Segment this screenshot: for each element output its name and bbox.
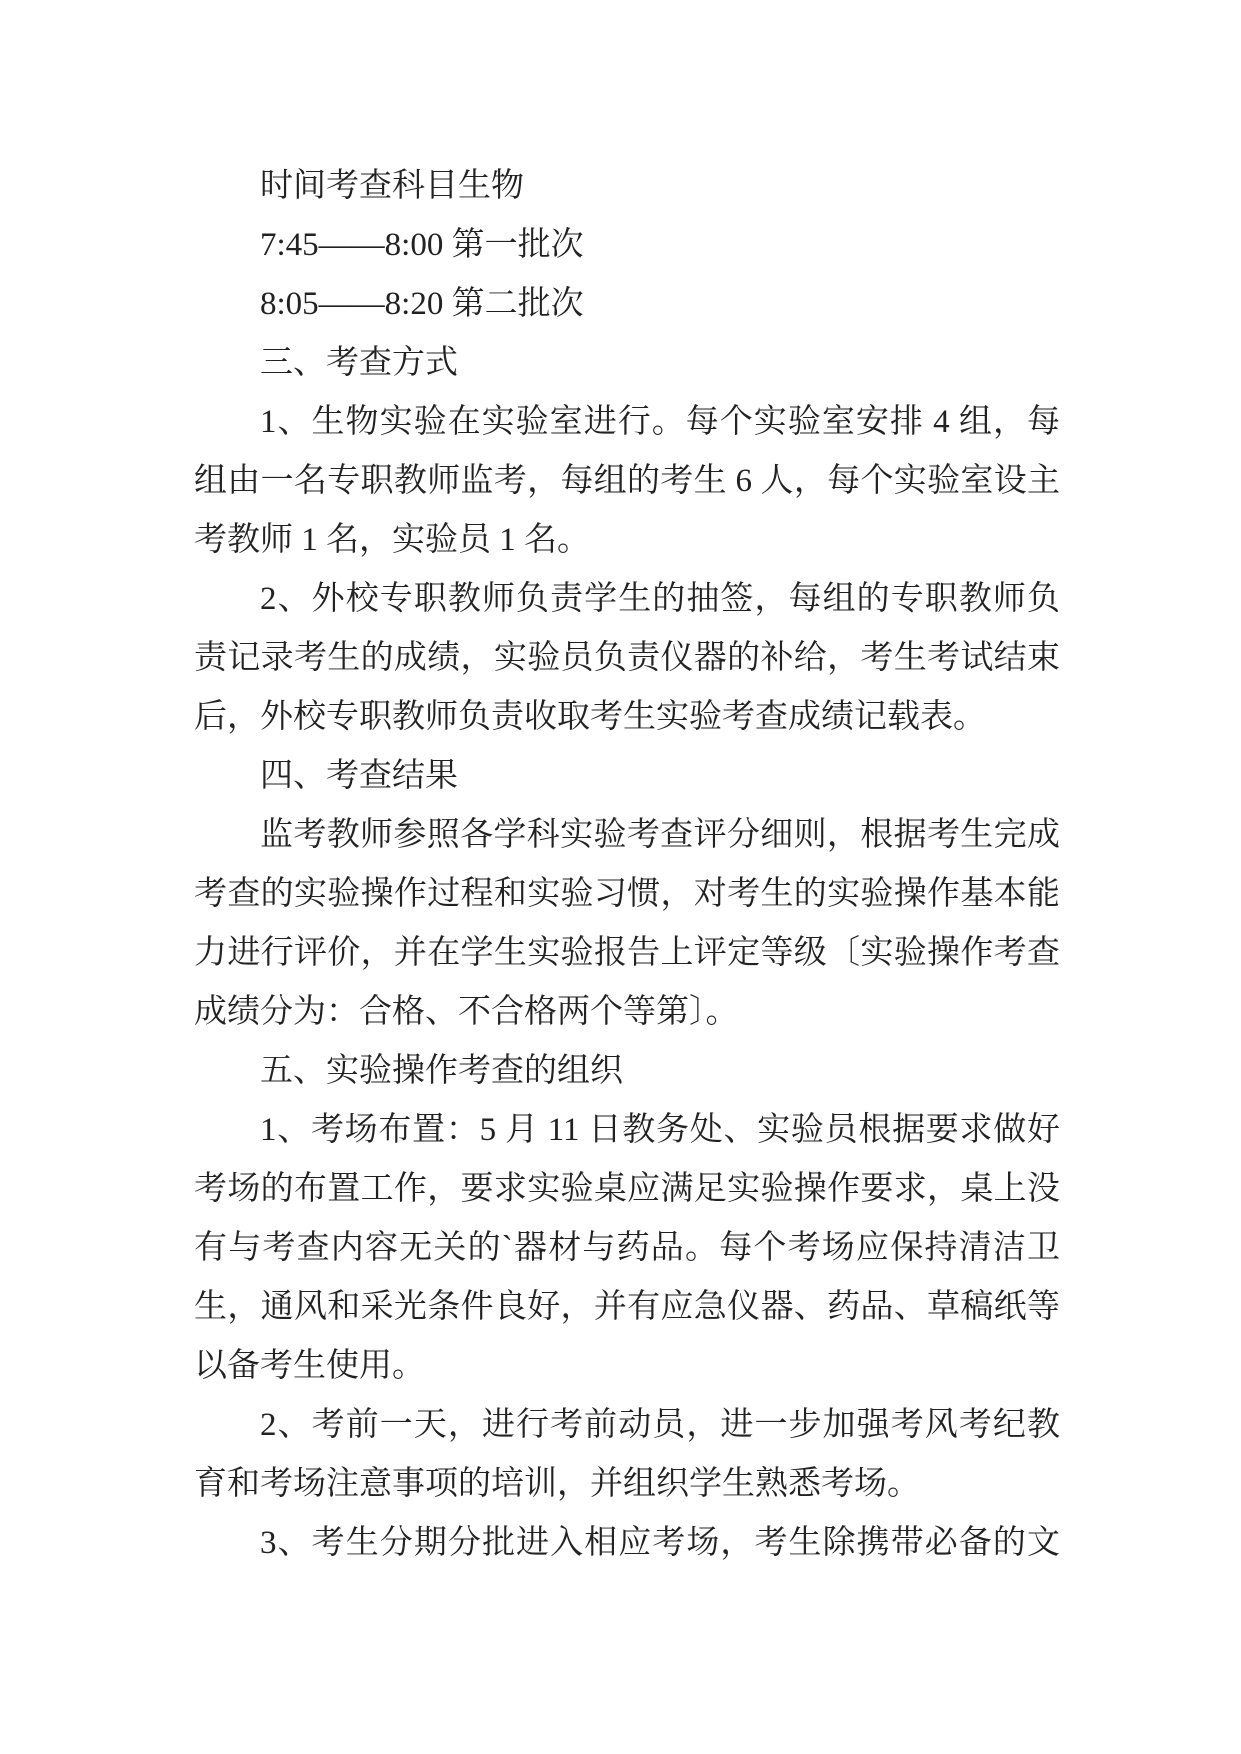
text-line: 责记录考生的成绩，实验员负责仪器的补给，考生考试结束 [194, 640, 1060, 676]
text-line: 3、考生分期分批进入相应考场，考生除携带必备的文 [260, 1525, 1060, 1561]
text-line: 2、外校专职教师负责学生的抽签，每组的专职教师负 [260, 581, 1060, 617]
document-body [194, 157, 1060, 1573]
text-line: 考查的实验操作过程和实验习惯，对考生的实验操作基本能 [194, 876, 1060, 912]
text-line: 1、考场布置：5 月 11 日教务处、实验员根据要求做好 [260, 1112, 1060, 1148]
text-line: 2、考前一天，进行考前动员，进一步加强考风考纪教 [260, 1407, 1060, 1443]
text-line: 8:05——8:20 第二批次 [260, 286, 584, 322]
paragraph [194, 157, 1060, 216]
paragraph [194, 1396, 1060, 1514]
section-heading-text: 三、考查方式 [260, 345, 458, 381]
text-line: 考场的布置工作，要求实验桌应满足实验操作要求，桌上没 [194, 1171, 1060, 1207]
paragraph [194, 216, 1060, 275]
paragraph [194, 275, 1060, 334]
paragraph [194, 1101, 1060, 1396]
text-line: 生，通风和采光条件良好，并有应急仪器、药品、草稿纸等 [194, 1289, 1060, 1325]
paragraph [194, 570, 1060, 747]
paragraph [194, 806, 1060, 1042]
text-line: 育和考场注意事项的培训，并组织学生熟悉考场。 [194, 1466, 920, 1502]
section-heading [194, 334, 1060, 393]
text-line: 成绩分为：合格、不合格两个等第〕。 [194, 994, 739, 1030]
text-line: 7:45——8:00 第一批次 [260, 227, 584, 263]
text-line: 后，外校专职教师负责收取考生实验考查成绩记载表。 [194, 699, 986, 735]
section-heading-text: 五、实验操作考查的组织 [260, 1053, 623, 1089]
section-heading [194, 747, 1060, 806]
text-line: 考教师 1 名，实验员 1 名。 [194, 522, 590, 558]
text-line: 监考教师参照各学科实验考查评分细则，根据考生完成 [260, 817, 1060, 853]
text-line: 组由一名专职教师监考，每组的考生 6 人，每个实验室设主 [194, 463, 1060, 499]
text-line: 以备考生使用。 [194, 1348, 425, 1384]
text-line: 1、生物实验在实验室进行。每个实验室安排 4 组，每 [260, 404, 1060, 440]
section-heading [194, 1042, 1060, 1101]
text-line: 时间考查科目生物 [260, 168, 524, 204]
paragraph [194, 1514, 1060, 1573]
section-heading-text: 四、考查结果 [260, 758, 458, 794]
text-line: 力进行评价，并在学生实验报告上评定等级〔实验操作考查 [194, 935, 1060, 971]
paragraph [194, 393, 1060, 570]
text-line: 有与考查内容无关的`器材与药品。每个考场应保持清洁卫 [194, 1230, 1060, 1266]
